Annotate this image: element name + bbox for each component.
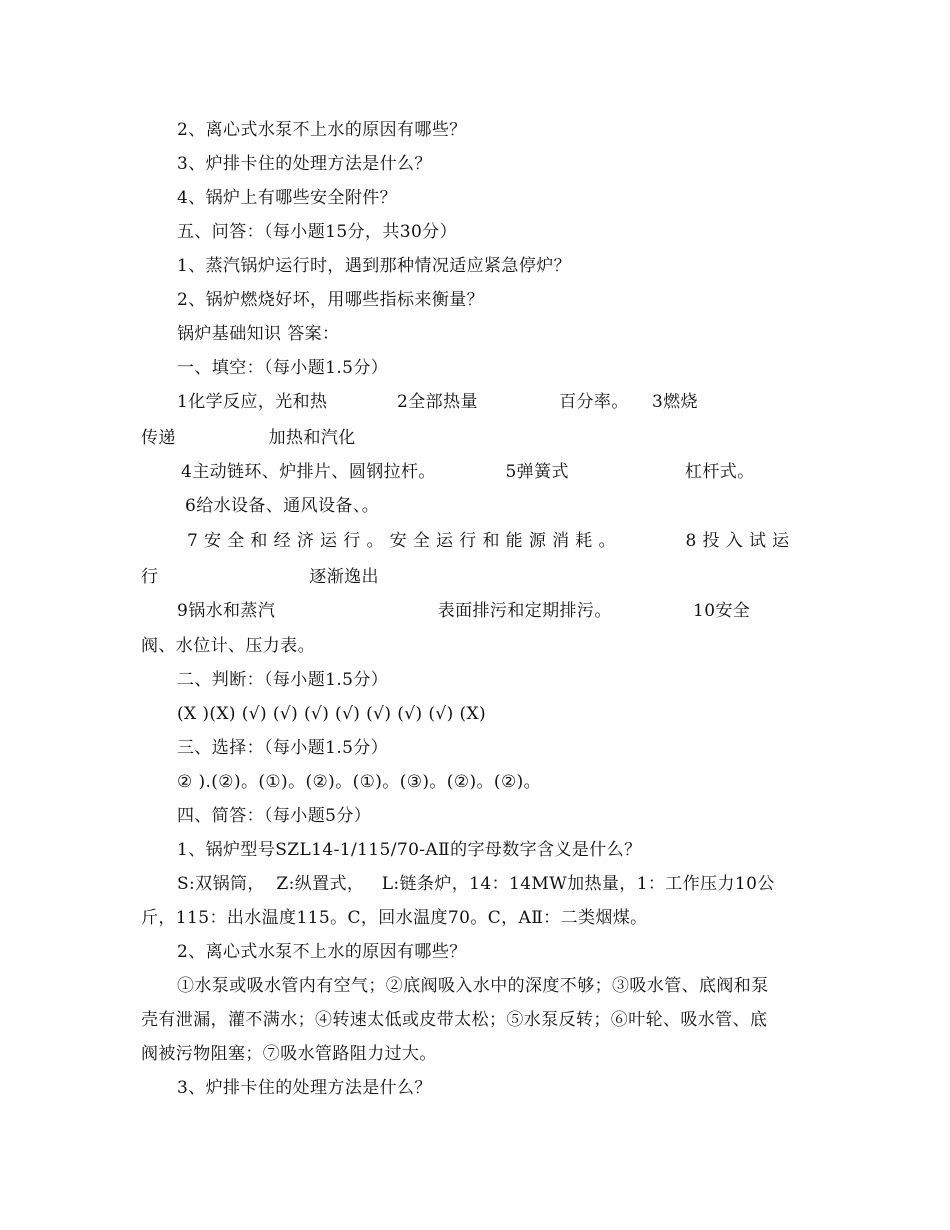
question-line: 2、离心式水泵不上水的原因有哪些？ — [177, 120, 467, 140]
answer-line: 传递 加热和汽化 — [141, 428, 356, 448]
answer-line: 阀、水位计、压力表。 — [141, 636, 315, 656]
answer-title: 锅炉基础知识 答案： — [177, 324, 340, 344]
answer-line: 斤，115：出水温度115。C，回水温度70。C，AⅡ：二类烟煤。 — [141, 908, 648, 928]
question-line: 2、锅炉燃烧好坏，用哪些指标来衡量？ — [177, 290, 485, 310]
answer-line: 6给水设备、通风设备、。 — [185, 496, 380, 516]
answer-line: ② ).(②)。(①)。(②)。(①)。(③)。(②)。(②)。 — [177, 772, 542, 792]
answer-line: 行 逐渐逸出 — [141, 567, 379, 587]
section-heading: 四、简答：（每小题5分） — [177, 806, 372, 826]
answer-line: 4主动链环、炉排片、圆钢拉杆。 5弹簧式 杠杆式。 — [181, 462, 755, 482]
section-heading: 三、选择：（每小题1.5分） — [177, 738, 389, 758]
question-line: 3、炉排卡住的处理方法是什么？ — [177, 154, 432, 174]
question-line: 3、炉排卡住的处理方法是什么？ — [177, 1078, 432, 1098]
answer-line: ①水泵或吸水管内有空气；②底阀吸入水中的深度不够；③吸水管、底阀和泵 — [177, 976, 769, 996]
section-heading: 二、判断：（每小题1.5分） — [177, 670, 389, 690]
answer-line: 壳有泄漏，灌不满水；④转速太低或皮带太松；⑤水泵反转；⑥叶轮、吸水管、底 — [141, 1010, 768, 1030]
answer-line: 9锅水和蒸汽 表面排污和定期排污。 10安全 — [177, 601, 751, 621]
question-line: 1、锅炉型号SZL14-1/115/70-AⅡ的字母数字含义是什么？ — [177, 840, 642, 860]
answer-line: 1化学反应，光和热 2全部热量 百分率。 3燃烧 — [177, 392, 698, 412]
answer-line: 7 安 全 和 经 济 运 行 。 安 全 运 行 和 能 源 消 耗 。 8 投 入 试 运 — [187, 531, 790, 551]
answer-line: S:双锅筒， Z:纵置式， L:链条炉，14：14MW加热量，1：工作压力10公 — [177, 874, 775, 894]
answer-line: (X )(X) (√) (√) (√) (√) (√) (√) (√) (X) — [177, 704, 487, 724]
question-line: 2、离心式水泵不上水的原因有哪些？ — [177, 942, 467, 962]
question-line: 4、锅炉上有哪些安全附件？ — [177, 188, 398, 208]
section-heading: 一、填空：（每小题1.5分） — [177, 358, 389, 378]
section-heading: 五、问答：（每小题15分，共30分） — [177, 222, 457, 242]
question-line: 1、蒸汽锅炉运行时，遇到那种情况适应紧急停炉？ — [177, 256, 572, 276]
answer-line: 阀被污物阻塞；⑦吸水管路阻力过大。 — [141, 1044, 437, 1064]
